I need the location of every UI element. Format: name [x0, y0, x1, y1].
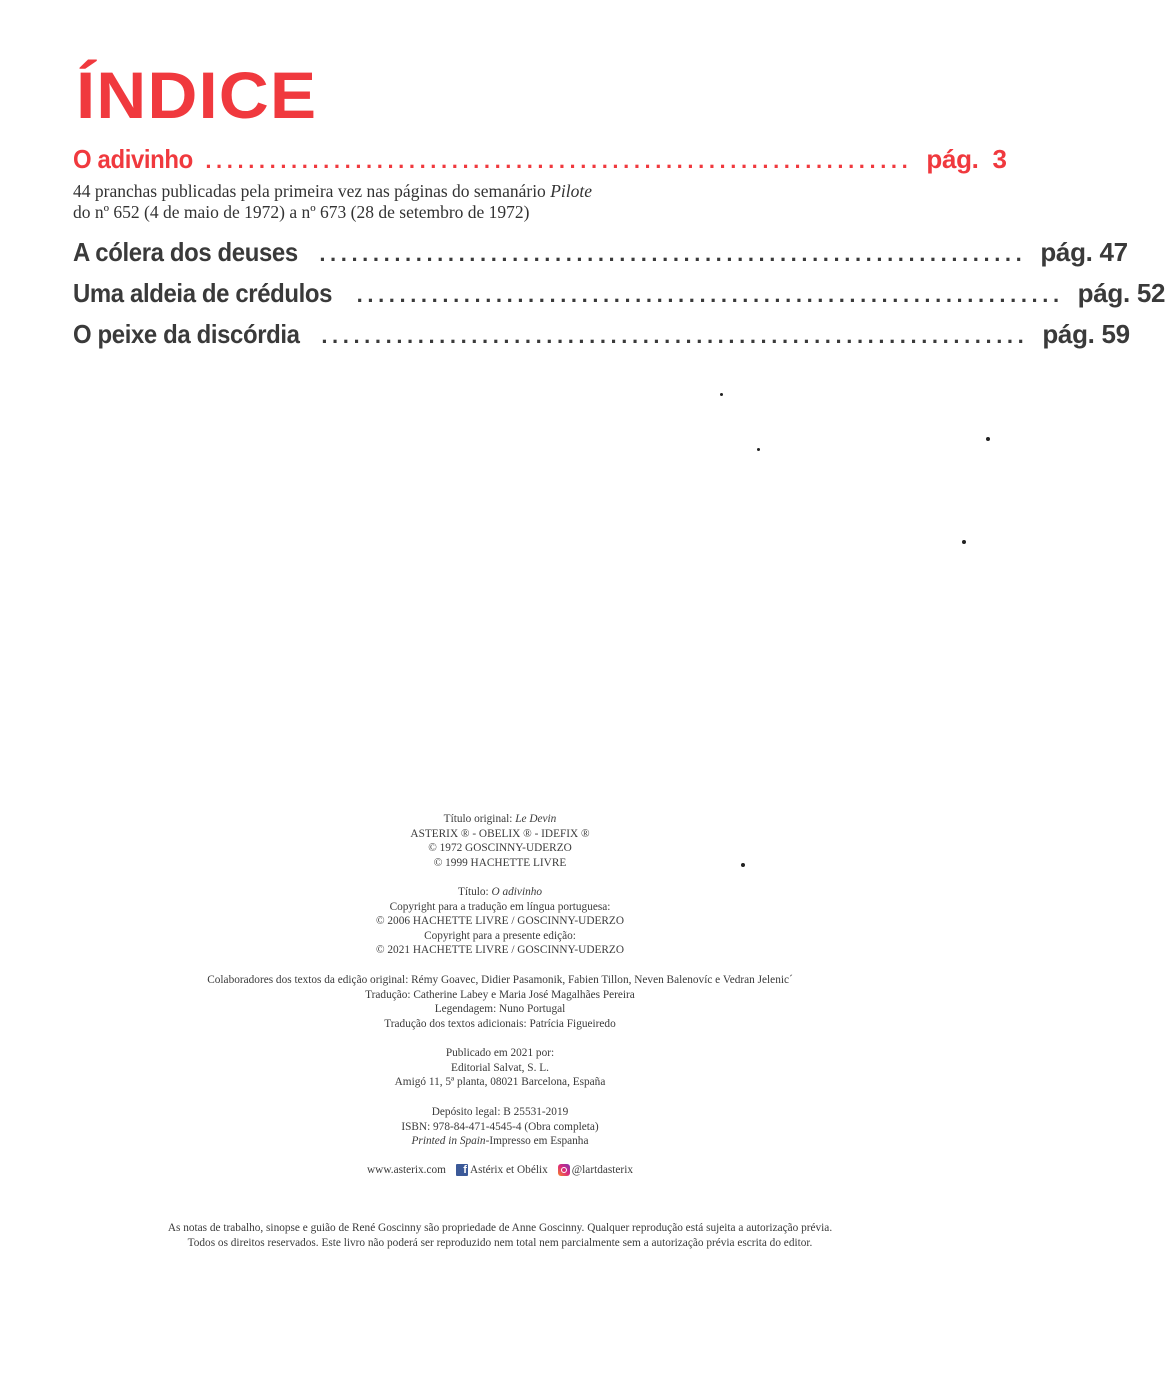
original-title-block: [0, 812, 1000, 870]
toc-entry-peixe-da-discordia: [73, 317, 1130, 351]
isbn: ISBN: 978-84-471-4545-4 (Obra completa): [401, 1120, 599, 1133]
dot-leader: ..................................................................: [356, 282, 1064, 307]
publisher-block: [0, 1046, 1000, 1090]
scan-speck: [741, 863, 745, 867]
collaborators-block: [0, 973, 1000, 1031]
copyright-1999: © 1999 HACHETTE LIVRE: [433, 856, 567, 869]
toc-entry-label: Uma aldeia de crédulos: [73, 278, 333, 308]
publisher-address: Amigó 11, 5ª planta, 08021 Barcelona, España: [394, 1076, 606, 1089]
original-title: Le Devin: [515, 813, 557, 825]
toc-entry-label: A cólera dos deuses: [73, 237, 298, 267]
description-line1: 44 pranchas publicadas pela primeira vez nas páginas do semanário: [73, 181, 551, 201]
title-label: Título:: [457, 886, 492, 898]
toc-entry-o-adivinho: [73, 142, 1007, 176]
scan-speck: [720, 393, 723, 396]
scan-speck: [962, 540, 966, 544]
dot-leader: ..................................................................: [205, 148, 913, 173]
translation-copyright: © 2006 HACHETTE LIVRE / GOSCINNY-UDERZO: [376, 915, 624, 928]
additional-translation-credit: Tradução dos textos adicionais: Patrícia Figueiredo: [384, 1017, 616, 1030]
legal-line-1: As notas de trabalho, sinopse e guião de René Goscinny são propriedade de Anne Goscinny. Qualquer reprodução está sujeita a autorização prévia.: [167, 1222, 833, 1234]
original-title-label: Título original:: [443, 813, 516, 825]
copyright-1972: © 1972 GOSCINNY-UDERZO: [428, 842, 572, 855]
social-links: [0, 1163, 1000, 1178]
translation-credit: Tradução: Catherine Labey e Maria José Magalhães Pereira: [365, 988, 635, 1001]
facebook-label: Astérix et Obélix: [469, 1164, 548, 1176]
instagram-icon: [558, 1164, 570, 1176]
toc-entry-page: pág. 52: [1077, 278, 1165, 308]
scan-speck: [757, 448, 760, 451]
toc-entry-page: pág. 3: [926, 144, 1007, 174]
lettering-credit: Legendagem: Nuno Portugal: [434, 1003, 566, 1016]
legal-deposit-block: [0, 1105, 1000, 1149]
collaborators: Colaboradores dos textos da edição original: Rémy Goavec, Didier Pasamonik, Fabien Tillon, Neven Balenovíc e Vedran Jelenic´: [207, 974, 793, 986]
publisher-name: Editorial Salvat, S. L.: [451, 1061, 549, 1074]
legal-line-2: Todos os direitos reservados. Este livro não poderá ser reproduzido nem total nem parcialmente sem a autorização prévia escrita do editor.: [187, 1237, 813, 1249]
legal-notice: [0, 1221, 1000, 1251]
printed-rest: -Impresso em Espanha: [485, 1135, 589, 1148]
translated-title: O adivinho: [491, 886, 543, 898]
dot-leader: ..................................................................: [321, 323, 1029, 348]
magazine-name: Pilote: [550, 181, 592, 201]
dot-leader: ..................................................................: [319, 241, 1027, 266]
scan-speck: [986, 437, 990, 441]
toc-entry-label: O adivinho: [73, 144, 193, 174]
toc-entry-colera-dos-deuses: [73, 235, 1128, 269]
translation-copyright-label: Copyright para a tradução em língua portuguesa:: [389, 900, 611, 913]
instagram-label: @lartdasterix: [571, 1164, 633, 1176]
website-link[interactable]: www.asterix.com: [367, 1164, 446, 1176]
edition-copyright-label: Copyright para a presente edição:: [424, 929, 576, 942]
page-title: ÍNDICE: [76, 58, 318, 132]
trademarks: ASTERIX ® - OBELIX ® - IDEFIX ®: [410, 827, 590, 840]
published-label: Publicado em 2021 por:: [445, 1047, 555, 1059]
translation-title-block: [0, 885, 1000, 958]
legal-deposit: Depósito legal: B 25531-2019: [431, 1106, 569, 1118]
instagram-link[interactable]: [558, 1163, 633, 1178]
toc-entry-aldeia-de-credulos: [73, 276, 1165, 310]
printed-in: Printed in Spain: [411, 1135, 486, 1148]
toc-entry-page: pág. 59: [1042, 319, 1130, 349]
facebook-link[interactable]: [456, 1163, 548, 1178]
description-line2: do nº 652 (4 de maio de 1972) a nº 673 (28 de setembro de 1972): [73, 202, 530, 222]
facebook-icon: f: [456, 1164, 468, 1176]
toc-entry-label: O peixe da discórdia: [73, 319, 300, 349]
toc-entry-page: pág. 47: [1040, 237, 1128, 267]
story-description: [73, 181, 693, 223]
edition-copyright: © 2021 HACHETTE LIVRE / GOSCINNY-UDERZO: [376, 944, 624, 957]
